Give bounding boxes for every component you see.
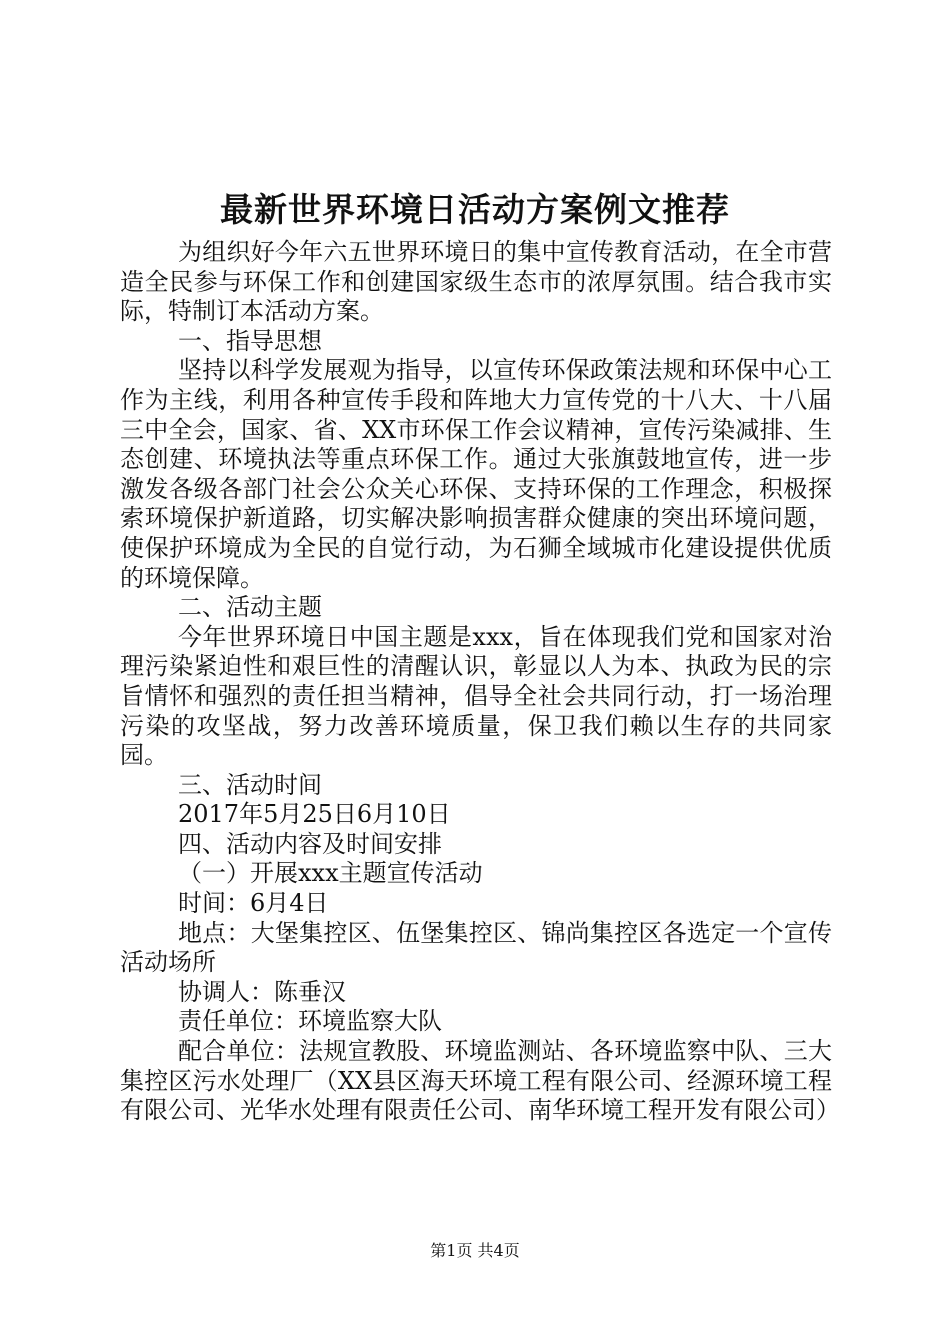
theme-paragraph: 今年世界环境日中国主题是xxx，旨在体现我们党和国家对治理污染紧迫性和艰巨性的清醒认识，彰显以人为本、执政为民的宗旨情怀和强烈的责任担当精神，倡导全社会共同行动，打一场治理污染的攻坚战，努力改善环境质量，保卫我们赖以生存的共同家园。 xyxy=(120,622,832,770)
coordinator: 协调人：陈垂汉 xyxy=(178,977,346,1006)
intro-paragraph: 为组织好今年六五世界环境日的集中宣传教育活动，在全市营造全民参与环保工作和创建国家级生态市的浓厚氛围。结合我市实际，特制订本活动方案。 xyxy=(120,238,832,326)
cooperating-units: 配合单位：法规宣教股、环境监测站、各环境监察中队、三大集控区污水处理厂（XX县区海天环境工程有限公司、经源环境工程有限公司、光华水处理有限责任公司、南华环境工程开发有限公司） xyxy=(120,1037,840,1125)
document-body xyxy=(120,238,840,1126)
event-time: 时间：6月4日 xyxy=(178,889,329,918)
section-heading-theme: 二、活动主题 xyxy=(178,593,322,622)
document-title: 最新世界环境日活动方案例文推荐 xyxy=(220,190,730,229)
page-footer: 第1页 共4页 xyxy=(430,1241,520,1260)
section-heading-content: 四、活动内容及时间安排 xyxy=(178,829,442,858)
section-heading-guiding-thought: 一、指导思想 xyxy=(178,326,322,355)
section-heading-time: 三、活动时间 xyxy=(178,770,322,799)
responsible-unit: 责任单位：环境监察大队 xyxy=(178,1007,442,1036)
subsection-heading: （一）开展xxx主题宣传活动 xyxy=(178,859,483,888)
guiding-thought-paragraph: 坚持以科学发展观为指导，以宣传环保政策法规和环保中心工作为主线，利用各种宣传手段和阵地大力宣传党的十八大、十八届三中全会，国家、省、XX市环保工作会议精神，宣传污染减排、生态创建、环境执法等重点环保工作。通过大张旗鼓地宣传，进一步激发各级各部门社会公众关心环保、支持环保的工作理念，积极探索环境保护新道路，切实解决影响损害群众健康的突出环境问题，使保护环境成为全民的自觉行动，为石狮全域城市化建设提供优质的环境保障。 xyxy=(120,356,832,592)
event-location: 地点：大堡集控区、伍堡集控区、锦尚集控区各选定一个宣传活动场所 xyxy=(120,918,832,977)
activity-time: 2017年5月25日6月10日 xyxy=(178,800,451,829)
